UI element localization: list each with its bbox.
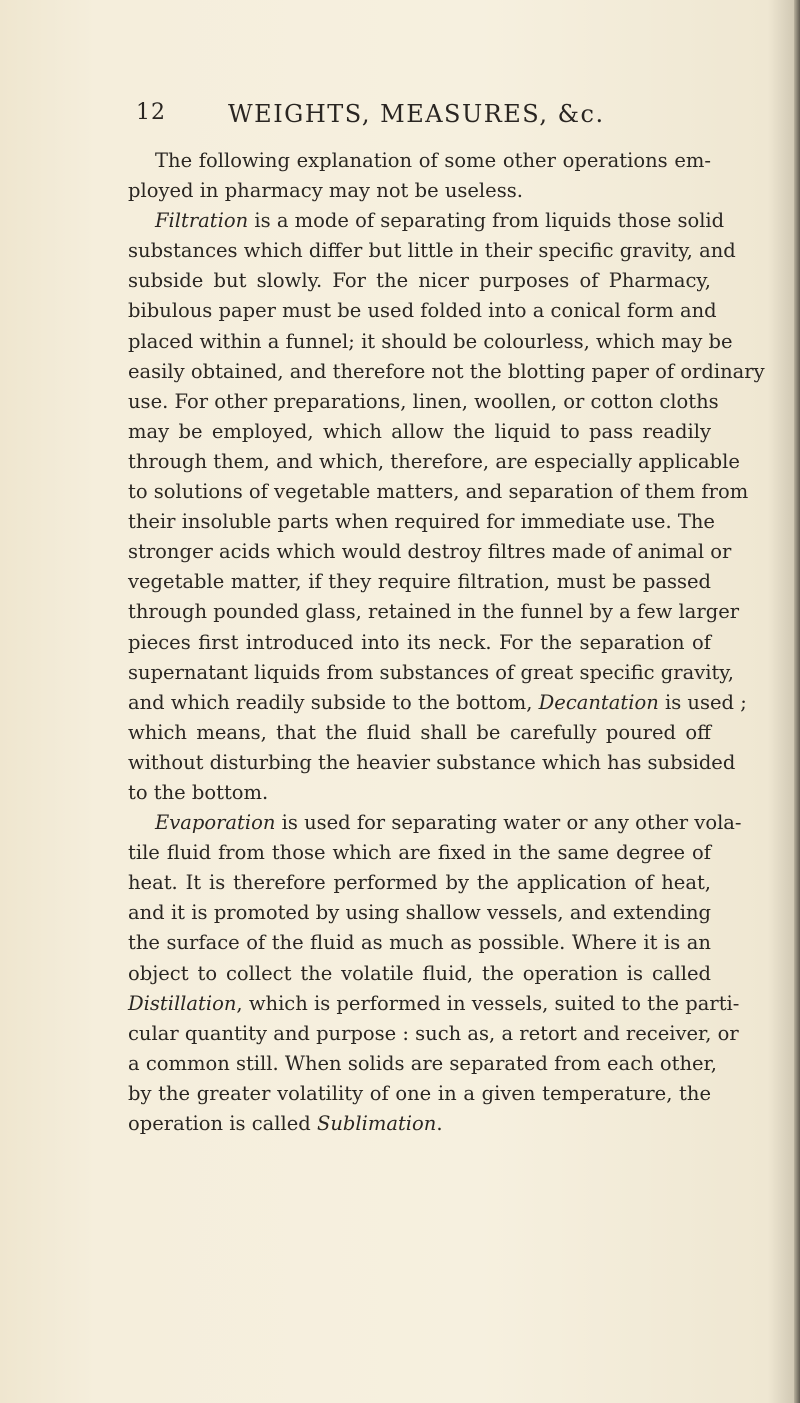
text-line: to the bottom. (128, 780, 269, 804)
text-line: bibulous paper must be used folded into a conical form and (128, 299, 717, 323)
text-line: tile fluid from those which are fixed in the same degree of (128, 841, 711, 865)
term-sublimation: Sublimation (316, 1112, 437, 1135)
text-line: Distillation, which is performed in vessels, suited to the parti- (128, 991, 740, 1015)
text-line: through pounded glass, retained in the funnel by a few larger (128, 600, 740, 624)
text-line: Filtration is a mode of separating from liquids those solid (155, 209, 725, 233)
text-line: by the greater volatility of one in a given temperature, the (128, 1081, 711, 1105)
text-line: the surface of the fluid as much as possible. Where it is an (128, 931, 711, 955)
term-decantation: Decantation (538, 690, 659, 714)
text-line: cular quantity and purpose : such as, a retort and receiver, or (128, 1021, 739, 1045)
text-line: use. For other preparations, linen, woollen, or cotton cloths (128, 389, 719, 413)
term-filtration: Filtration (155, 209, 249, 233)
text-line: without disturbing the heavier substance which has subsided (128, 750, 736, 774)
text-line: through them, and which, therefore, are especially applicable (128, 449, 740, 473)
text-line: object to collect the volatile fluid, the operation is called (128, 961, 711, 985)
text-line: vegetable matter, if they require filtration, must be passed (128, 570, 711, 594)
text-line: which means, that the fluid shall be carefully poured off (128, 720, 711, 744)
running-title: WEIGHTS, MEASURES, &c. (228, 100, 605, 128)
text-line: stronger acids which would destroy filtres made of animal or (128, 540, 732, 564)
text-line: subside but slowly. For the nicer purposes of Pharmacy, (128, 269, 711, 293)
text-line: may be employed, which allow the liquid to pass readily (128, 419, 711, 443)
text-line: easily obtained, and therefore not the blotting paper of ordinary (128, 359, 765, 383)
page-number: 12 (136, 100, 166, 125)
paragraph-filtration (128, 206, 765, 808)
text-line: and which readily subside to the bottom, Decantation is used ; (128, 690, 747, 714)
text-line: Evaporation is used for separating water or any other vola- (155, 811, 742, 835)
term-evaporation: Evaporation (155, 811, 276, 835)
text-line: their insoluble parts when required for immediate use. The (128, 510, 715, 534)
body-text (128, 146, 765, 1139)
text-line: to solutions of vegetable matters, and separation of them from (128, 480, 749, 504)
text-line: and it is promoted by using shallow vessels, and extending (128, 901, 711, 925)
text-line: heat. It is therefore performed by the application of heat, (128, 871, 711, 895)
text-line: ployed in pharmacy may not be useless. (128, 179, 523, 203)
running-header (136, 100, 726, 140)
text-line: pieces first introduced into its neck. For the separation of (128, 630, 711, 654)
text-line: operation is called Sublimation. (128, 1112, 443, 1135)
text-line: The following explanation of some other operations em- (155, 149, 711, 172)
term-distillation: Distillation (128, 991, 237, 1015)
text-line: placed within a funnel; it should be colourless, which may be (128, 329, 733, 353)
paragraph-evaporation (128, 808, 742, 1139)
text-line: supernatant liquids from substances of great specific gravity, (128, 660, 734, 684)
page-edge (794, 0, 800, 1403)
text-line: a common still. When solids are separated from each other, (128, 1051, 717, 1075)
paragraph-intro (128, 146, 711, 206)
text-line: substances which differ but little in their specific gravity, and (128, 239, 736, 263)
